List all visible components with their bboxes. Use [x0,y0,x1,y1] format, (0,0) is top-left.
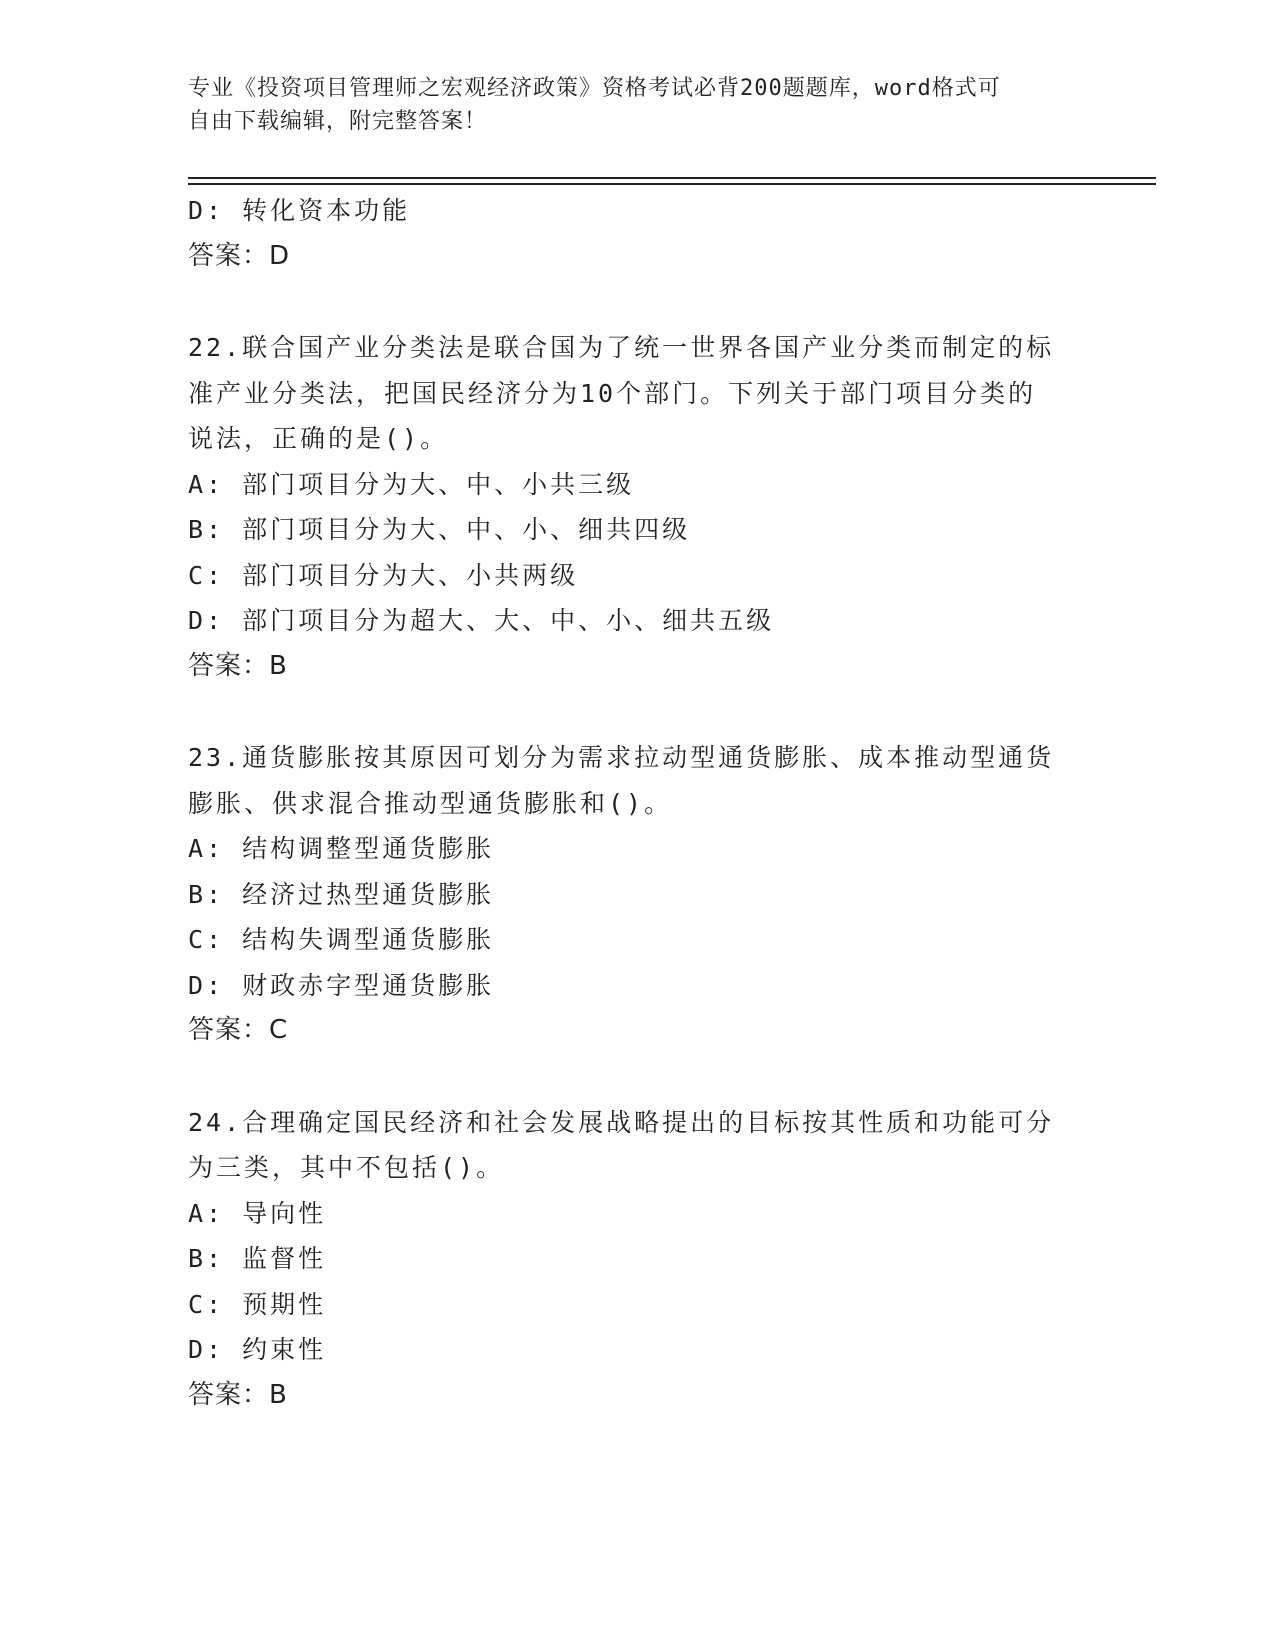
question-22-option-b: B: 部门项目分为大、中、小、细共四级 [188,515,691,544]
question-22 [188,325,1088,689]
question-24-option-a: A: 导向性 [188,1198,327,1228]
page-header [188,72,1068,138]
question-23-line-1: 23.通货膨胀按其原因可划分为需求拉动型通货膨胀、成本推动型通货 [188,743,1055,772]
question-24-option-c: C: 预期性 [188,1289,327,1319]
question-23-option-a: A: 结构调整型通货膨胀 [188,834,495,863]
header-rule-top [188,177,1156,179]
question-22-option-c: C: 部门项目分为大、小共两级 [188,560,579,590]
spacer [188,1054,1088,1100]
header-line-1: 专业《投资项目管理师之宏观经济政策》资格考试必背200题题库，word格式可 [188,76,1001,101]
question-22-line-1: 22.联合国产业分类法是联合国为了统一世界各国产业分类而制定的标 [188,333,1055,362]
question-23-option-b: B: 经济过热型通货膨胀 [188,879,495,909]
spacer [188,279,1088,325]
question-24-option-d: D: 约束性 [188,1335,327,1364]
prev-answer: 答案：D [188,240,291,271]
question-23-option-d: D: 财政赤字型通货膨胀 [188,970,495,1000]
question-24-line-1: 24.合理确定国民经济和社会发展战略提出的目标按其性质和功能可分 [188,1107,1055,1137]
question-24-answer: 答案：B [188,1379,288,1410]
question-24-option-b: B: 监督性 [188,1244,327,1273]
question-23 [188,735,1088,1054]
question-22-line-2: 准产业分类法，把国民经济分为10个部门。下列关于部门项目分类的 [188,378,1037,408]
header-rule-bottom [188,183,1156,185]
spacer [188,689,1088,735]
question-24 [188,1100,1088,1419]
question-23-option-c: C: 结构失调型通货膨胀 [188,925,495,954]
page-content [188,188,1088,1418]
question-22-answer: 答案：B [188,650,288,681]
prev-option-d: D: 转化资本功能 [188,196,411,225]
question-22-line-3: 说法，正确的是()。 [188,424,449,453]
question-22-option-a: A: 部门项目分为大、中、小共三级 [188,469,635,499]
header-line-2: 自由下载编辑，附完整答案！ [188,109,488,134]
question-23-answer: 答案：C [188,1015,289,1045]
question-22-option-d: D: 部门项目分为超大、大、中、小、细共五级 [188,606,775,635]
question-23-line-2: 膨胀、供求混合推动型通货膨胀和()。 [188,788,673,818]
question-24-line-2: 为三类，其中不包括()。 [188,1153,505,1182]
